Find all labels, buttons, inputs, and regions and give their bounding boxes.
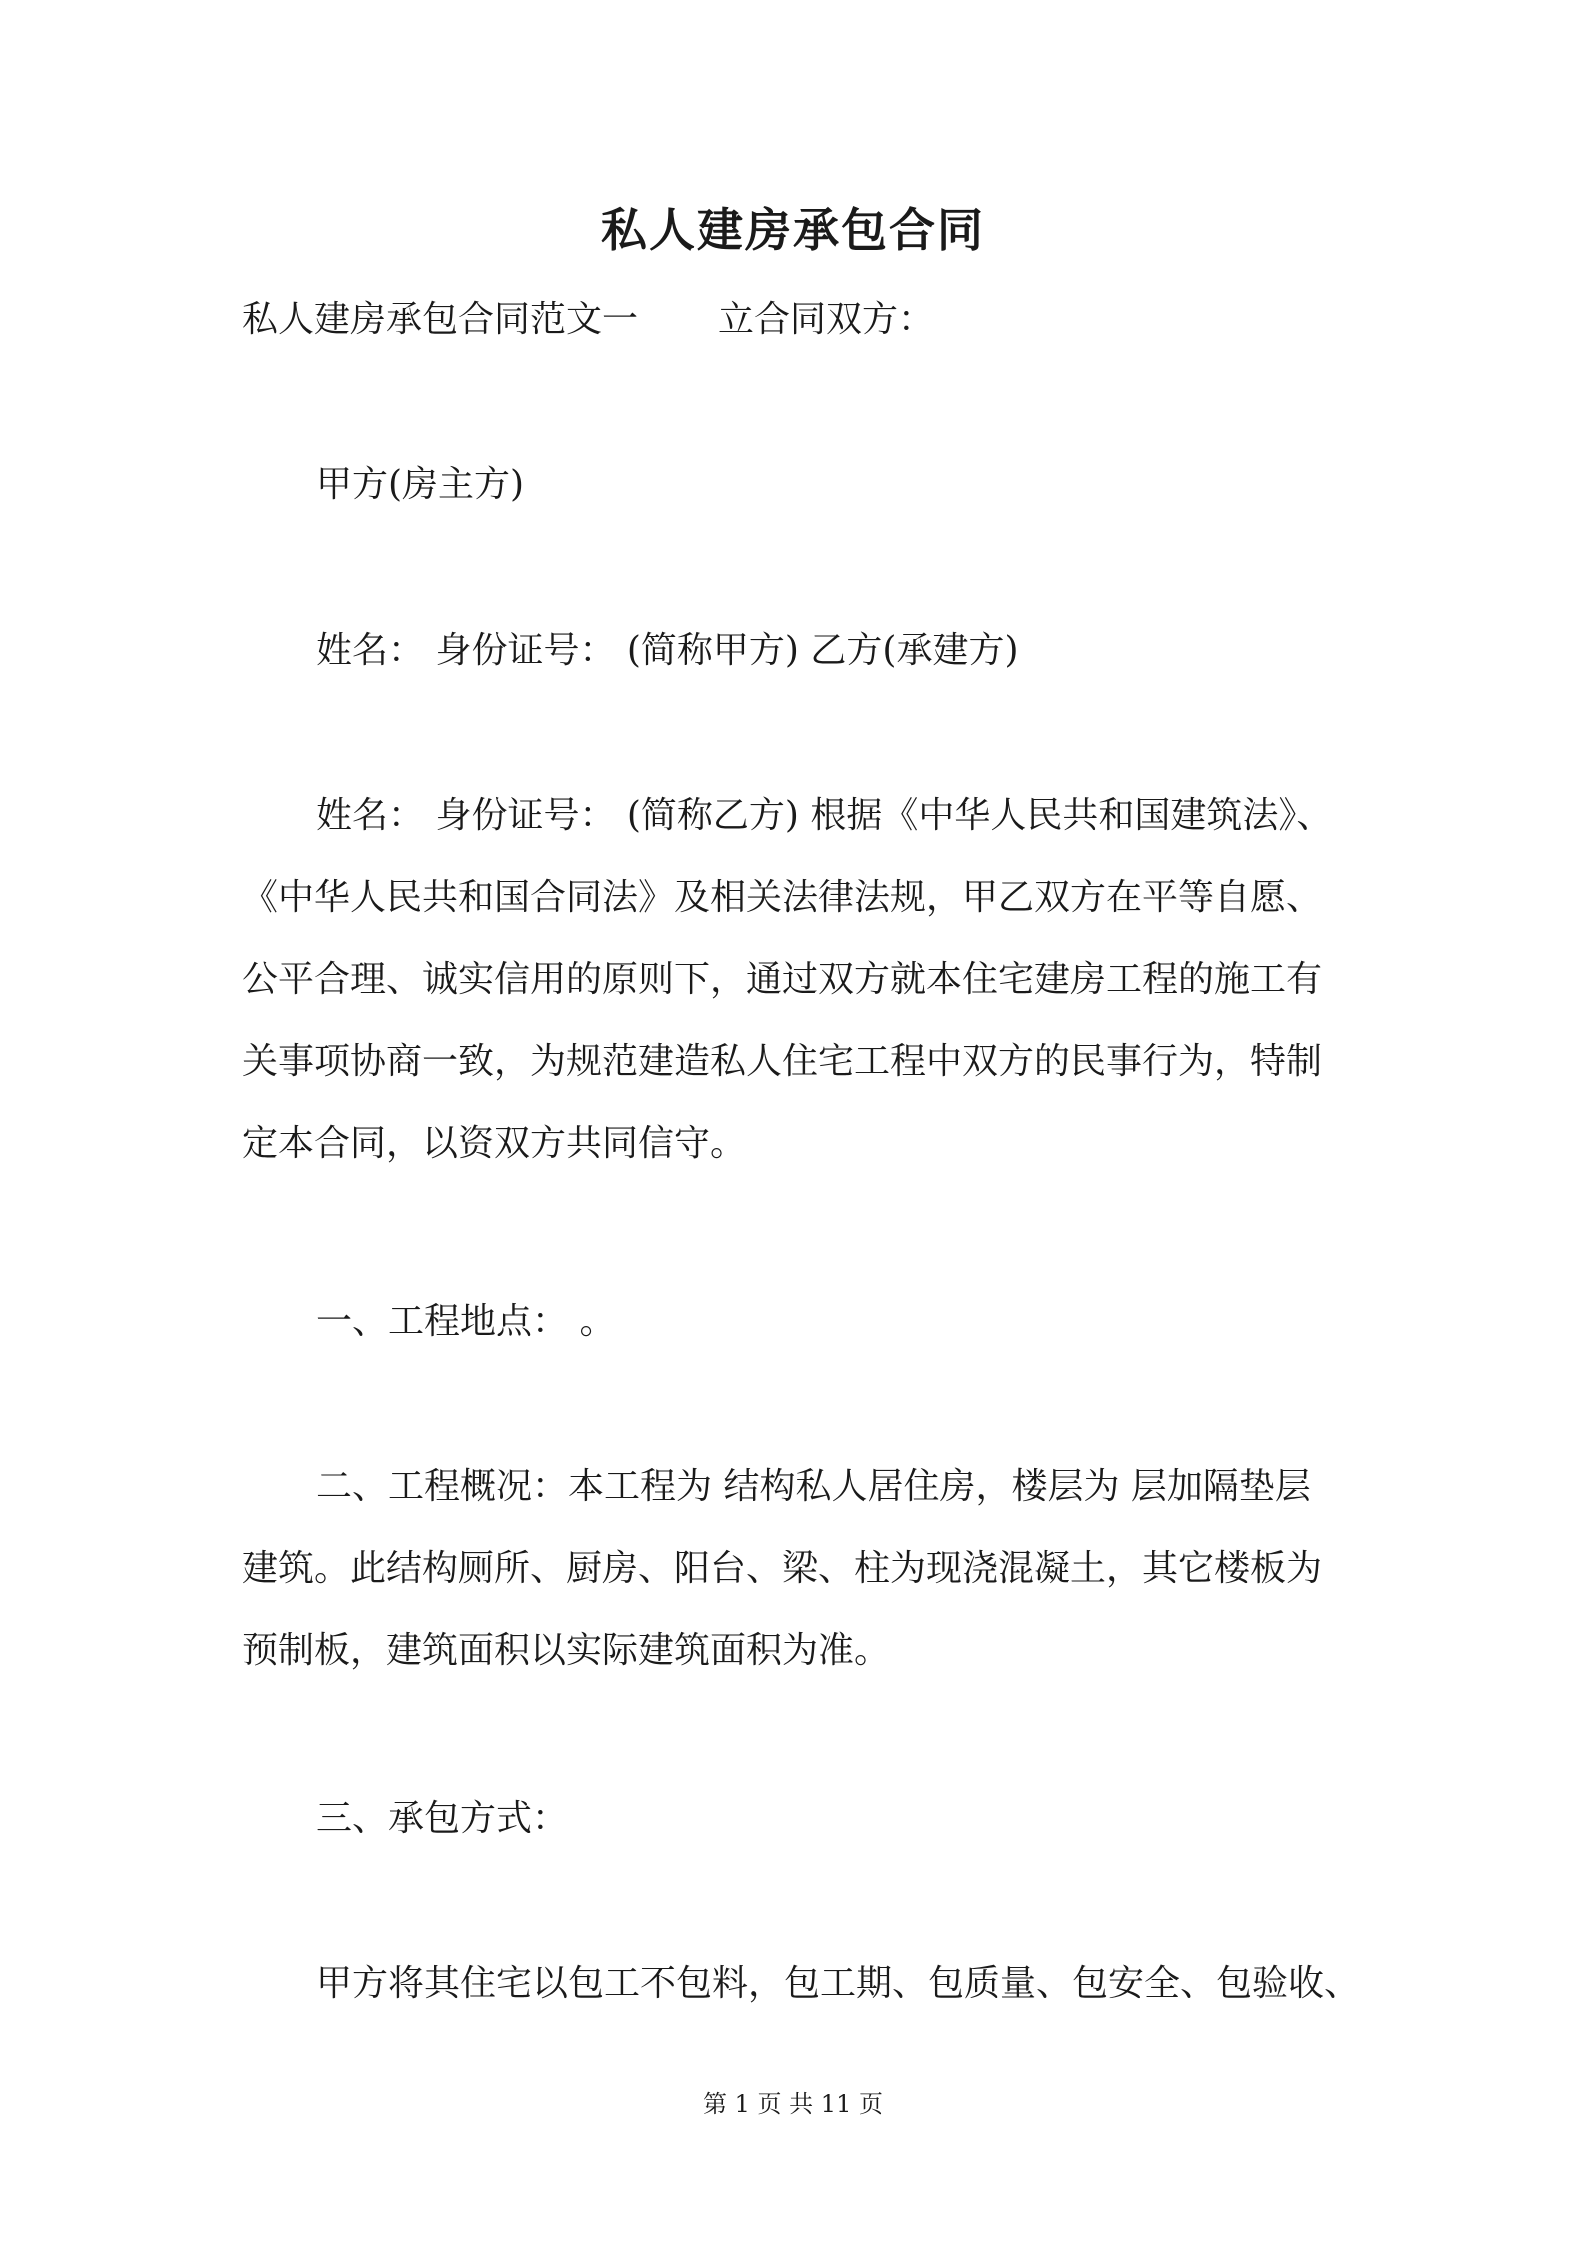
paragraph-line: 定本合同，以资双方共同信守。	[242, 1123, 747, 1164]
subtitle-right: 立合同双方：	[718, 299, 935, 340]
section-2-line: 二、工程概况：本工程为 结构私人居住房，楼层为 层加隔垫层	[316, 1466, 1311, 1507]
paragraph-line: 姓名： 身份证号： (简称乙方) 根据《中华人民共和国建筑法》、	[316, 795, 1333, 836]
subtitle-line	[242, 296, 934, 344]
paragraph-line: 公平合理、诚实信用的原则下，通过双方就本住宅建房工程的施工有	[242, 959, 1323, 1000]
section-2-line: 预制板，建筑面积以实际建筑面积为准。	[242, 1630, 891, 1671]
section-2-line: 建筑。此结构厕所、厨房、阳台、梁、柱为现浇混凝土，其它楼板为	[242, 1548, 1323, 1589]
paragraph-line: 《中华人民共和国合同法》及相关法律法规，甲乙双方在平等自愿、	[242, 877, 1323, 918]
party-a-info: 姓名： 身份证号： (简称甲方) 乙方(承建方)	[316, 630, 1019, 671]
paragraph-line: 关事项协商一致，为规范建造私人住宅工程中双方的民事行为，特制	[242, 1041, 1323, 1082]
document-title: 私人建房承包合同	[601, 203, 985, 257]
section-3-heading: 三、承包方式：	[316, 1798, 569, 1839]
party-a-label: 甲方(房主方)	[316, 464, 525, 505]
section-3-text: 甲方将其住宅以包工不包料，包工期、包质量、包安全、包验收、	[316, 1963, 1361, 2004]
subtitle-left: 私人建房承包合同范文一	[242, 299, 639, 340]
section-1-heading: 一、工程地点： 。	[316, 1301, 616, 1342]
page-number-footer: 第 1 页 共 11 页	[703, 2090, 883, 2118]
